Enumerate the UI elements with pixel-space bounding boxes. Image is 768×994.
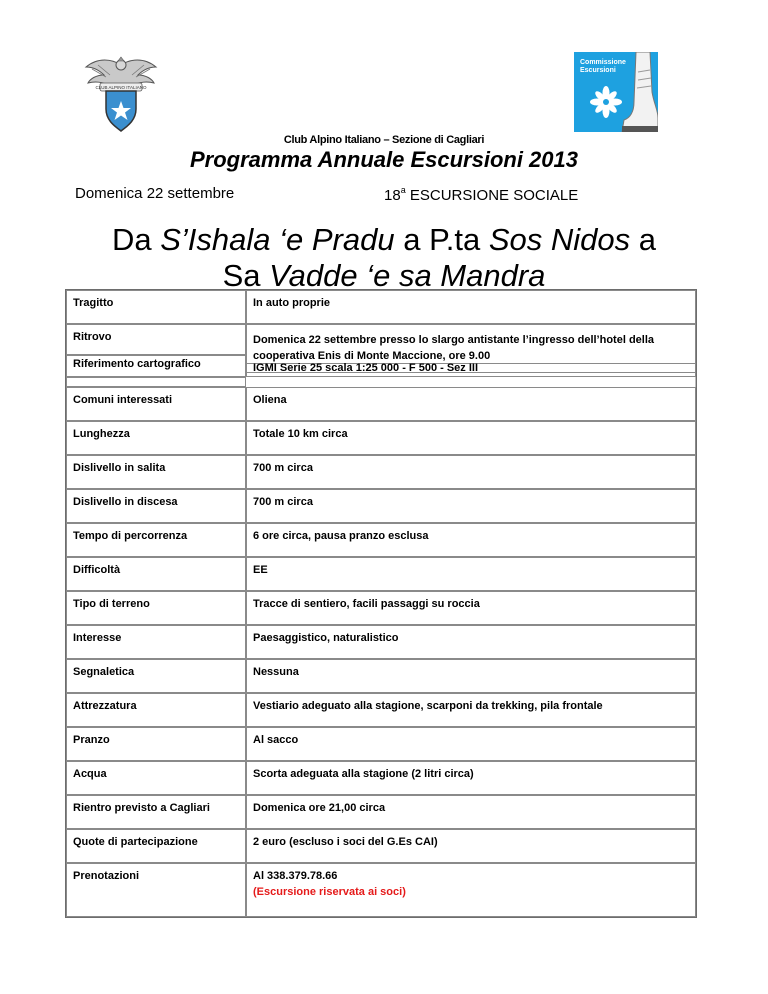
excursion-date: Domenica 22 settembre [75,185,235,202]
row-value: Domenica 22 settembre presso lo slargo antistante l’ingresso dell’hotel della cooperativa Enis di Monte Maccione, ore 9.00 [246,324,696,377]
excursion-sup: a [400,185,406,195]
row-value: EE [246,557,696,591]
row-label: Ritrovo [66,324,246,355]
row-label-spacer [66,377,246,387]
row-label: Lunghezza [66,421,246,455]
table-row [66,659,696,693]
row-label: Comuni interessati [66,387,246,421]
row-value: 2 euro (escluso i soci del G.Es CAI) [246,829,696,863]
commissione-escursioni-logo [574,52,658,132]
row-label: Segnaletica [66,659,246,693]
excursion-info-table [65,289,697,918]
row-label: Tipo di terreno [66,591,246,625]
row-label: Tragitto [66,290,246,324]
row-value: Al 338.379.78.66 [253,870,338,882]
table-row [66,863,696,917]
row-note: (Escursione riservata ai soci) [253,886,406,898]
row-label: Prenotazioni [66,863,246,917]
table-row [66,557,696,591]
table-row [66,727,696,761]
table-row [66,324,696,355]
row-label: Interesse [66,625,246,659]
excursion-number [384,185,578,204]
table-row [66,455,696,489]
table-row [66,290,696,324]
row-value: Nessuna [246,659,696,693]
table-row [66,829,696,863]
row-value: Al sacco [246,727,696,761]
table-row [66,795,696,829]
row-value: Vestiario adeguato alla stagione, scarponi da trekking, pila frontale [246,693,696,727]
row-label: Dislivello in discesa [66,489,246,523]
excursion-num: 18 [384,187,401,204]
table-row [66,761,696,795]
table-row [66,523,696,557]
row-label: Quote di partecipazione [66,829,246,863]
row-value: 6 ore circa, pausa pranzo esclusa [246,523,696,557]
cai-logo-text: CLUB ALPINO ITALIANO [95,85,147,90]
title-part: Sa [222,258,270,293]
row-value: 700 m circa [246,455,696,489]
row-value: Tracce di sentiero, facili passaggi su roccia [246,591,696,625]
title-part: a [630,222,656,257]
row-value: IGMI Serie 25 scala 1:25 000 - F 500 - Sez III [246,363,696,373]
row-label: Riferimento cartografico [66,355,246,377]
logo-right-text-1: Commissione [580,59,626,66]
row-value: Paesaggistico, naturalistico [246,625,696,659]
table-row [66,591,696,625]
excursion-label: ESCURSIONE SOCIALE [405,187,579,204]
row-value: 700 m circa [246,489,696,523]
title-part: Da [111,222,161,257]
title-line-1 [0,222,768,258]
row-label: Tempo di percorrenza [66,523,246,557]
cai-logo [84,53,158,133]
table-row [66,387,696,421]
table-row [66,693,696,727]
row-label: Dislivello in salita [66,455,246,489]
club-name: Club Alpino Italiano – Sezione di Cagliari [283,134,485,146]
title-place: Sos Nidos [488,222,631,257]
excursion-title [0,222,768,294]
table-row [66,421,696,455]
table-row [66,377,696,387]
program-title: Programma Annuale Escursioni 2013 [190,147,578,172]
logo-right-text-2: Escursioni [580,67,616,74]
title-place: Vadde ‘e sa Mandra [269,258,546,293]
row-value: Totale 10 km circa [246,421,696,455]
row-label: Attrezzatura [66,693,246,727]
title-part: a P.ta [394,222,489,257]
row-label: Pranzo [66,727,246,761]
boot-icon [622,52,658,132]
row-label: Rientro previsto a Cagliari [66,795,246,829]
title-place: S’Ishala ‘e Pradu [160,222,395,257]
row-label: Acqua [66,761,246,795]
table-row [66,625,696,659]
row-value: Oliena [246,387,696,421]
row-value: Scorta adeguata alla stagione (2 litri circa) [246,761,696,795]
row-value: In auto proprie [246,290,696,324]
row-value-cell [246,863,696,917]
row-value: Domenica ore 21,00 circa [246,795,696,829]
edelweiss-icon [590,86,622,118]
row-label: Difficoltà [66,557,246,591]
table-row [66,489,696,523]
